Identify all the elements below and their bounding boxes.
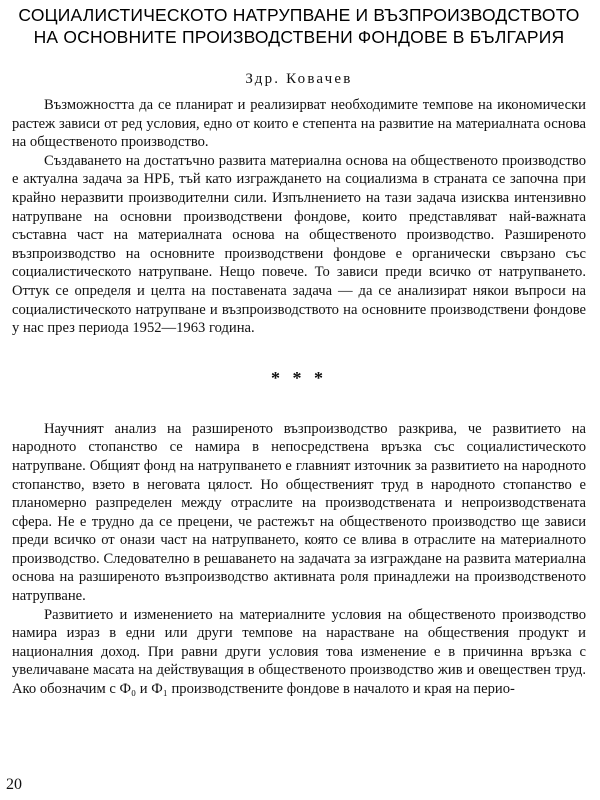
paragraph-3: Научният анализ на разширеното възпроизводство разкрива, че развитието на народното стопанство се намира в непосредствена връзка със социалистическото натрупване. Общият фонд на натрупването е главният източник за развитието на народното стопанство, взето в неговата цялост. Но общественият труд в народното стопанство е планомерно разпределен между отраслите на производствената и непроизводствената сфера. Не е трудно да се прецени, че растежът на общественото производство ще зависи преди всичко от онази част на натрупването, която се влива в отраслите на материалното производство. Следователно в решаването на задачата за изграждане на развита материална основа на разширеното възпроизводство активната роля принадлежи на производственото натрупване.: [12, 420, 586, 605]
article-title-line-1: СОЦИАЛИСТИЧЕСКОТО НАТРУПВАНЕ И ВЪЗПРОИЗВОДСТВОТО: [18, 5, 580, 25]
article-body: [12, 96, 586, 699]
paragraph-2: Създаването на достатъчно развита материална основа на общественото производство е актуална задача за НРБ, тъй като изграждането на социализма в страната се започна при крайно неразвити производителни сили. Изпълнението на тази задача изисква интензивно натрупване на основни производствени фондове, които представляват най-важната съставна част на материалната основа на общественото производство. Разширеното възпроизводство на основните производствени фондове е органически свързано със социалистическото натрупване. Нещо повече. То зависи преди всичко от натрупването. Оттук се определя и целта на поставената задача — да се анализират някои въпроси на социалистическото натрупване и възпроизводството на основните производствени фондове у нас през периода 1952—1963 година.: [12, 152, 586, 337]
article-title-line-2: НА ОСНОВНИТЕ ПРОИЗВОДСТВЕНИ ФОНДОВЕ В БЪЛГАРИЯ: [33, 27, 565, 47]
author-name: Здр. Ковачев: [245, 71, 353, 87]
paragraph-4: Развитието и изменението на материалните условия на общественото производство намира израз в едни или други темпове на нарастване на обществения продукт и националния доход. При равни други условия това изменение е в причинна връзка с увеличаване масата на действуващия в общественото производство жив и овеществен труд. Ако обозначим с Ф₀ и Ф₁ производствените фондове в началото и края на перио-: [12, 606, 586, 698]
section-separator: * * *: [271, 367, 327, 388]
article-title: [12, 4, 586, 48]
paragraph-1: Възможността да се планират и реализирват необходимите темпове на икономически растеж зависи от ред условия, едно от които е степента на развитие на материалната основа на общественото производство.: [12, 97, 586, 151]
page-number: 20: [6, 776, 22, 793]
